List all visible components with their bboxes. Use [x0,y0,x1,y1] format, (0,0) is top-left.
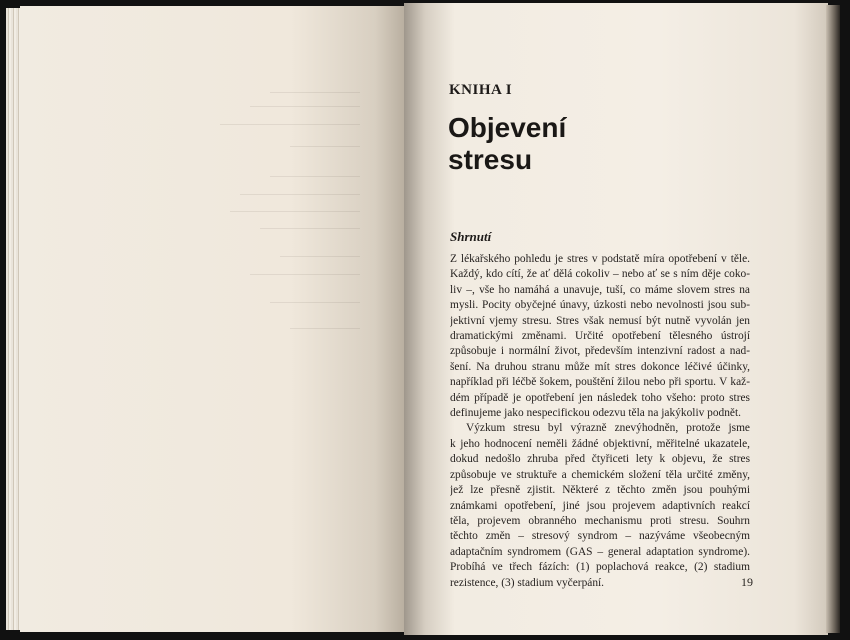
text-line: těla, projevem obranného mechanismu proti stresu. Souhrn [450,514,750,527]
text-line: rezistence, (3) stadium vyčerpání. [450,576,605,589]
summary-heading: Shrnutí [450,229,492,244]
text-line: jektivní vjemy stresu. Stres však nemusí být nutně vyvolán jen [450,314,750,327]
right-page-edges [826,5,840,633]
text-line: dokud nedošlo zhruba před čtyřiceti lety k objevu, že stres [450,453,750,466]
paragraph-1 [450,252,750,421]
left-page-blank [20,6,406,632]
text-line: Každý, kdo cítí, že ať dělá cokoliv – nebo ať se s ním děje coko- [450,268,750,281]
text-line: jež lze přesně zjistit. Některé z těchto změn jsou pouhými [450,484,750,497]
text-line: například při léčbě šokem, pouštění žilou nebo při sportu. V kaž- [450,376,750,389]
paragraph-2 [450,421,750,590]
text-line: mysli. Pocity obyčejné únavy, úzkosti nebo nevolnosti jsou sub- [450,299,750,312]
body-text [450,252,750,591]
text-line: liv –, vše ho namáhá a unavuje, tuší, co máme slovem stres na [450,283,750,296]
text-line: adaptačním syndromem (GAS – general adaptation syndrome). [450,545,750,558]
text-line: dém případě je opotřebení jen následek toho všeho: proto stres [450,391,750,404]
text-line: Výzkum stresu byl výrazně znevýhodněn, protože jsme [466,422,750,435]
chapter-title [448,112,566,176]
text-line: způsobuje i normální život, především intenzivní radost a nad- [450,345,750,358]
left-page-showthrough [20,6,406,632]
text-line: dramatickými změnami. Určité opotřebení tělesného ústrojí [450,330,750,343]
page-number: 19 [741,575,753,589]
text-line: Probíhá ve třech fázích: (1) poplachová reakce, (2) stadium [450,561,750,574]
text-line: Z lékařského pohledu je stres v podstatě míra opotřebení v těle. [450,253,750,265]
text-line: definujeme jako nespecifickou odezvu těla na jakýkoliv podnět. [450,407,741,420]
chapter-title-line1: Objevení [448,112,567,143]
text-line: známkami opotřebení, jiné jsou projevem adaptivních reakcí [450,499,750,512]
text-line: těchto změn – stresový syndrom – nazýváme všeobecným [450,530,750,543]
section-label: KNIHA I [449,82,513,98]
text-line: šení. Na druhou stranu může mít stres dokonce léčivé účinky, [450,360,750,373]
text-line: k jeho hodnocení neměli žádné objektivní, měřitelné ukazatele, [450,437,750,450]
text-line: způsobuje ve struktuře a chemickém složení těla určité změny, [450,468,750,481]
chapter-title-line2: stresu [448,144,533,175]
